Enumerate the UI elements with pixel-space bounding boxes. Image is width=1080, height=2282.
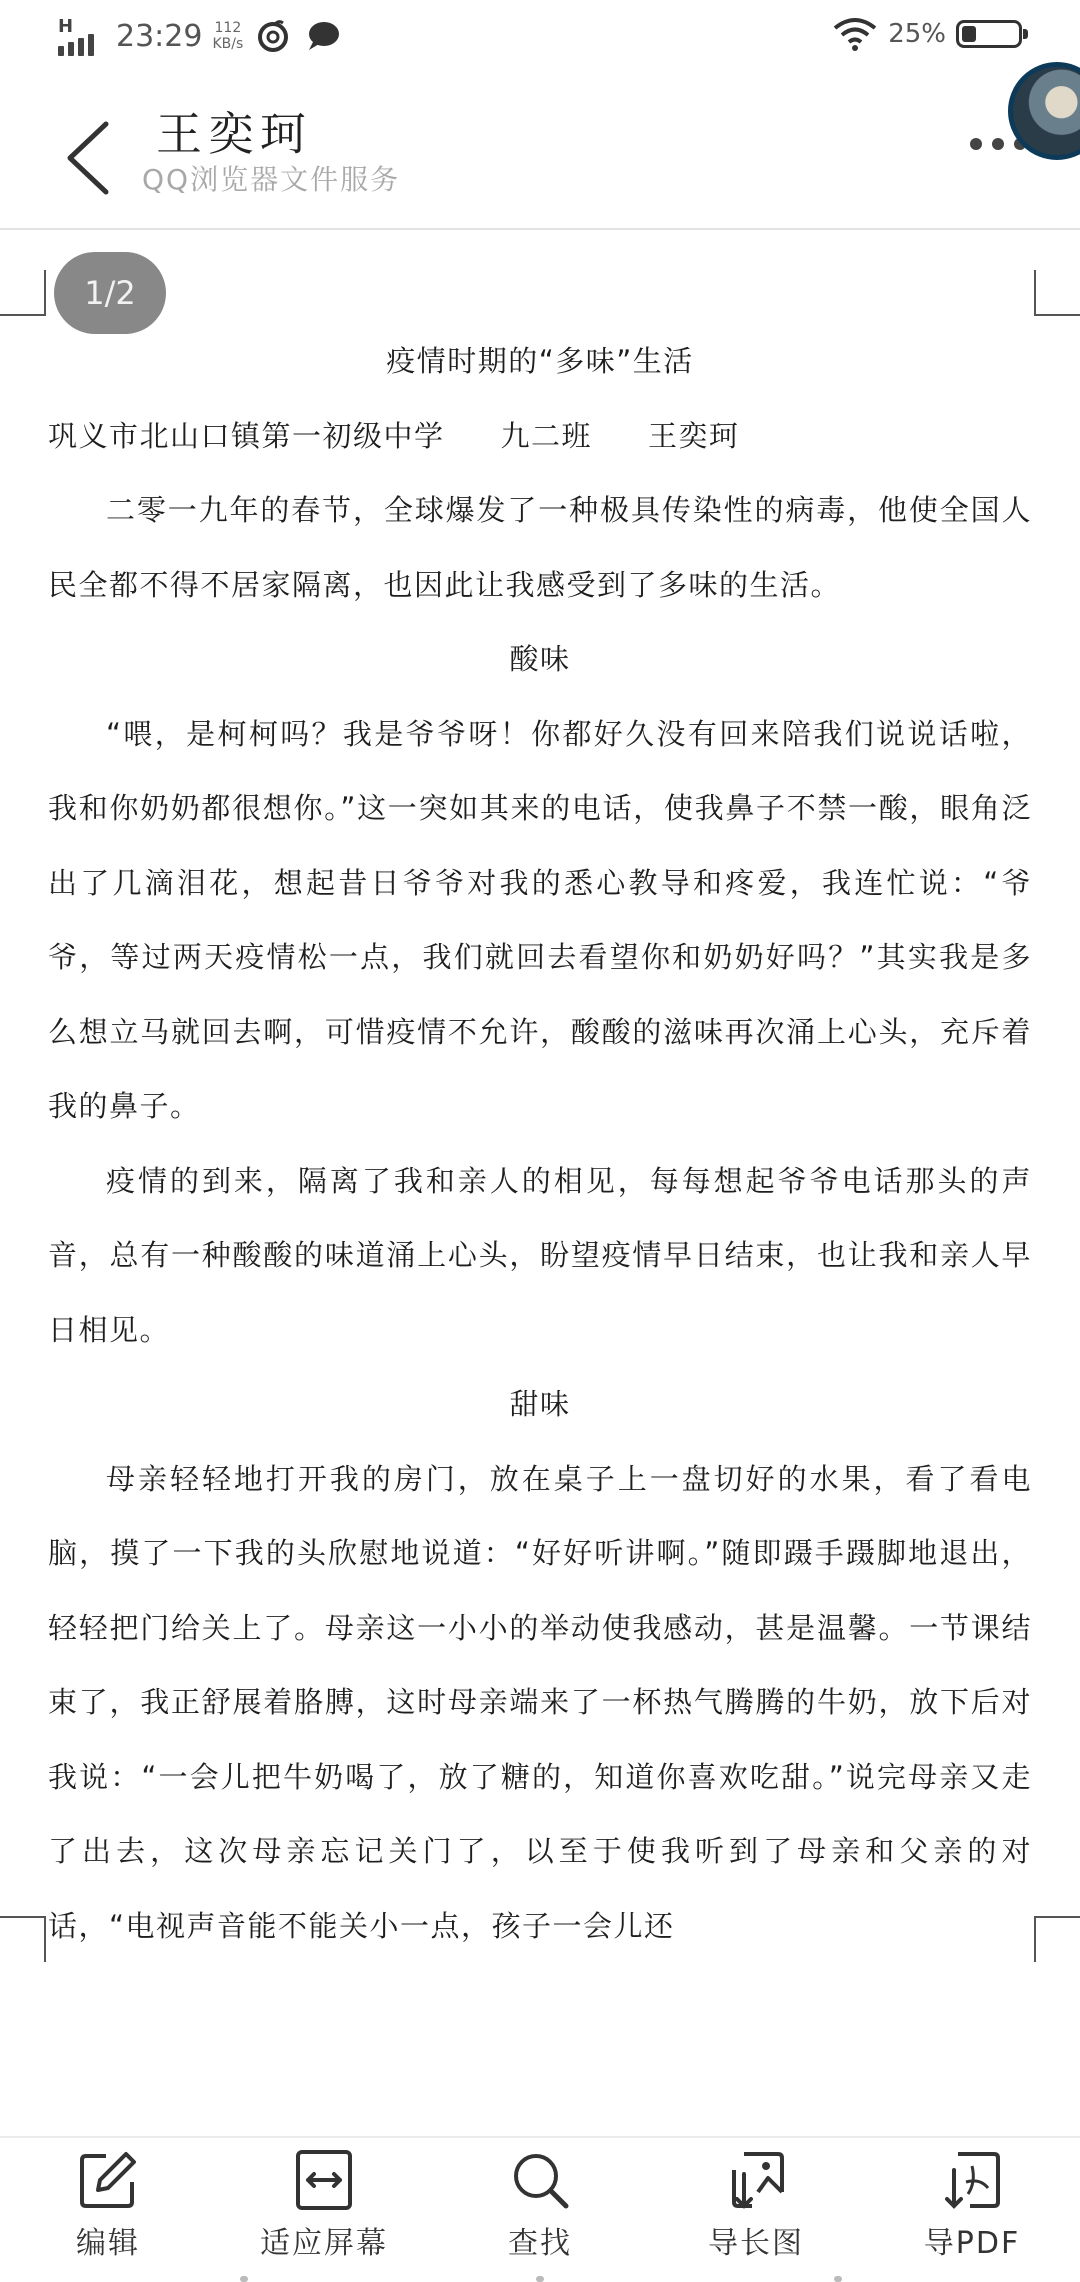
- paragraph: 疫情的到来，隔离了我和亲人的相见，每每想起爷爷电话那头的声音，总有一种酸酸的味道涌上心头，盼望疫情早日结束，也让我和亲人早日相见。: [48, 1163, 1032, 1347]
- status-left: [56, 14, 343, 58]
- find-label: 查找: [508, 2226, 572, 2261]
- status-right: [832, 16, 1022, 52]
- long-image-icon: [724, 2148, 788, 2212]
- byline: [48, 399, 1032, 474]
- byline-school: 巩义市北山口镇第一初级中学: [48, 418, 445, 453]
- export-long-image-label: 导长图: [708, 2226, 804, 2261]
- section-heading-sour: 酸味: [509, 642, 571, 676]
- page-corner-mark: [1034, 270, 1080, 316]
- paragraph: 母亲轻轻地打开我的房门，放在桌子上一盘切好的水果，看了看电脑，摸了一下我的头欣慰地说道：“好好听讲啊。”随即蹑手蹑脚地退出，轻轻把门给关上了。母亲这一小小的举动使我感动，甚是温馨。一节课结束了，我正舒展着胳膊，这时母亲端来了一杯热气腾腾的牛奶，放下后对我说：“一会儿把牛奶喝了，放了糖的，知道你喜欢吃甜。”说完母亲又走了出去，这次母亲忘记关门了，以至于使我听到了母亲和父亲的对话，“电视声音能不能关小一点，孩子一会儿还: [48, 1461, 1032, 1943]
- paragraph: “喂，是柯柯吗？我是爷爷呀！你都好久没有回来陪我们说说话啦，我和你奶奶都很想你。”这一突如其来的电话，使我鼻子不禁一酸，眼角泛出了几滴泪花，想起昔日爷爷对我的悉心教导和疼爱，我连忙说：“爷爷，等过两天疫情松一点，我们就回去看望你和奶奶好吗？”其实我是多么想立马就回去啊，可惜疫情不允许，酸酸的滋味再次涌上心头，充斥着我的鼻子。: [48, 716, 1032, 1123]
- bottom-toolbar: [0, 2136, 1080, 2282]
- status-time: 23:29: [116, 18, 203, 54]
- netease-music-icon: [253, 16, 293, 56]
- document-owner-title: 王奕珂: [156, 107, 312, 161]
- edit-label: 编辑: [76, 2226, 140, 2261]
- page-corner-mark: [0, 1916, 46, 1962]
- section-heading-sweet: 甜味: [509, 1387, 571, 1421]
- page-corner-mark: [0, 270, 46, 316]
- fit-screen-icon: [292, 2148, 356, 2212]
- message-bubble-icon: [303, 16, 343, 56]
- essay-title: 疫情时期的“多味”生活: [386, 344, 694, 378]
- page-indicator: 1/2: [54, 252, 166, 334]
- fit-screen-button[interactable]: [244, 2148, 404, 2268]
- page-corner-mark: [1034, 1916, 1080, 1962]
- wifi-icon: [832, 16, 878, 52]
- export-pdf-label: 导PDF: [923, 2226, 1021, 2261]
- network-speed: [212, 20, 243, 52]
- status-bar: [0, 0, 1080, 80]
- header: [0, 80, 1080, 230]
- export-pdf-button[interactable]: [892, 2148, 1052, 2268]
- edit-icon: [76, 2148, 140, 2212]
- fit-screen-label: 适应屏幕: [260, 2226, 388, 2261]
- pdf-icon: [940, 2148, 1004, 2212]
- signal-icon: H: [56, 14, 104, 58]
- find-button[interactable]: [460, 2148, 620, 2268]
- network-speed-unit: KB/s: [212, 36, 244, 52]
- byline-class: 九二班: [500, 418, 593, 453]
- nav-indicator: [0, 2276, 1080, 2282]
- more-icon: [970, 138, 982, 150]
- document-viewer[interactable]: [0, 230, 1080, 2136]
- edit-button[interactable]: [28, 2148, 188, 2268]
- search-icon: [508, 2148, 572, 2212]
- byline-author: 王奕珂: [648, 418, 740, 453]
- battery-percent: 25%: [888, 19, 946, 49]
- header-subtitle: QQ浏览器文件服务: [142, 163, 401, 196]
- back-button[interactable]: [62, 118, 112, 198]
- network-speed-value: 112: [214, 20, 242, 36]
- document-body: [48, 324, 1032, 1963]
- back-arrow-icon: [62, 118, 112, 198]
- export-long-image-button[interactable]: [676, 2148, 836, 2268]
- intro-paragraph: 二零一九年的春节，全球爆发了一种极具传染性的病毒，他使全国人民全都不得不居家隔离，也因此让我感受到了多味的生活。: [48, 493, 1032, 602]
- battery-icon: [956, 20, 1022, 48]
